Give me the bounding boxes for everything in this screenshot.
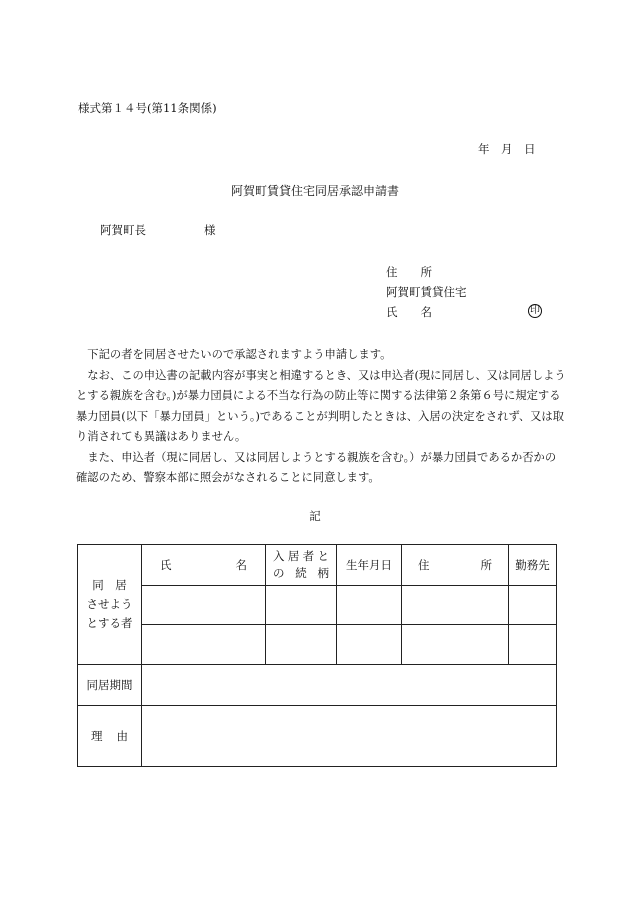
cohabitant-2-address-cell[interactable] [402,625,509,665]
declaration-paragraph-3: また、申込者（現に同居し、又は同居しようとする親族を含む。）が暴力団員であるか否かの確認のため、警察本部に照会がなされることに同意します。 [76,450,557,484]
declaration-text [76,345,566,489]
addressee-name: 阿賀町長 [100,223,146,237]
declaration-paragraph-1: 下記の者を同居させたいので承認されますよう申請します。 [87,348,392,361]
cohabitant-1-workplace-cell[interactable] [509,586,557,625]
column-header-birth: 生年月日 [337,545,402,586]
addressee-honorific: 様 [204,223,216,237]
column-header-address: 住 所 [402,545,509,586]
cohabitant-2-birth-cell[interactable] [337,625,402,665]
period-label: 同居期間 [78,665,142,706]
page-title: 阿賀町賃貸住宅同居承認申請書 [230,184,399,198]
reason-cell[interactable] [142,706,557,767]
cohabitant-1-name-cell[interactable] [142,586,266,625]
cohabitant-2-workplace-cell[interactable] [509,625,557,665]
column-header-workplace: 勤務先 [509,545,557,586]
cohabitant-2-relation-cell[interactable] [266,625,337,665]
ki-heading: 記 [309,509,321,523]
cohabitant-row-header [78,545,142,665]
cohabitant-header-line-2: させよう [86,597,133,611]
declaration-paragraph-2: なお、この申込書の記載内容が事実と相違するとき、又は申込者(現に同居し、又は同居しようとする親族を含む。)が暴力団員による不当な行為の防止等に関する法律第２条第６号に規定する暴力団員(以下「暴力団員」という。)であることが判明したときは、入居の決定をされず、又は取り消されても異議はありません。 [76,368,566,443]
addressee [100,222,216,238]
applicant-address-label: 住 所 [386,265,432,279]
relation-line-1: 入居者と [273,549,329,563]
relation-line-2: の続柄 [273,566,329,580]
table-row [78,625,557,665]
cohabitant-1-birth-cell[interactable] [337,586,402,625]
seal-icon: 印 [530,305,540,316]
cohabitant-header-line-3: とする者 [86,616,133,630]
table-row [78,586,557,625]
cohabitant-2-name-cell[interactable] [142,625,266,665]
cohabitant-1-address-cell[interactable] [402,586,509,625]
cohabitant-table [77,544,557,767]
column-header-relation [266,545,337,586]
date-line: 年 月 日 [478,142,536,156]
reason-label: 理 由 [78,706,142,767]
cohabitant-header-line-1: 同 居 [92,578,127,592]
applicant-name-label: 氏 名 [386,305,432,319]
column-header-name: 氏 名 [142,545,266,586]
period-cell[interactable] [142,665,557,706]
form-number: 様式第１４号(第11条関係) [78,101,217,115]
applicant-housing-label: 阿賀町賃貸住宅 [386,285,467,299]
cohabitant-1-relation-cell[interactable] [266,586,337,625]
